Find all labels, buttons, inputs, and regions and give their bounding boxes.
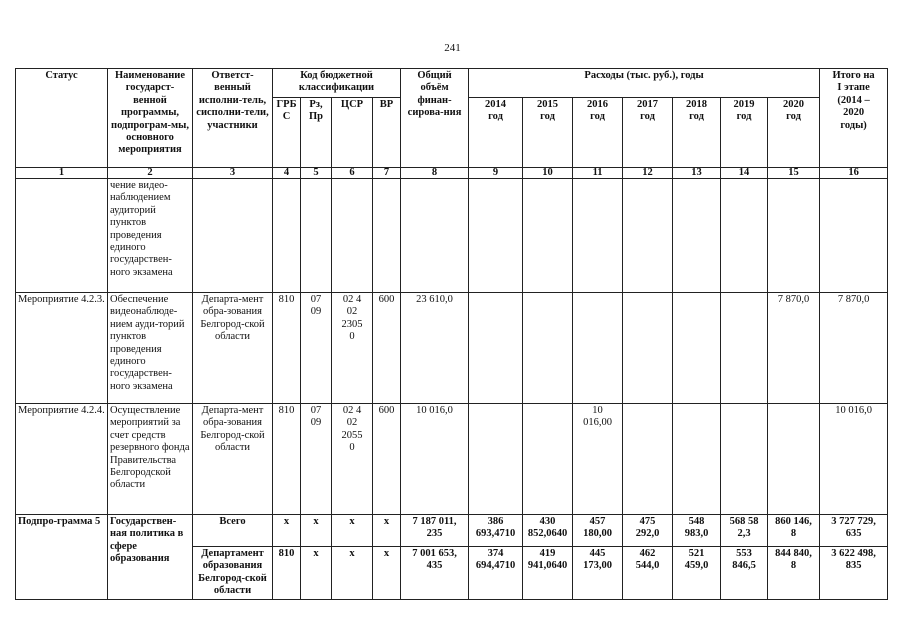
col-num: 8 (401, 168, 469, 179)
cell-2018 (673, 404, 721, 515)
col-num: 2 (108, 168, 193, 179)
cell-vr (373, 179, 401, 293)
col-num: 10 (523, 168, 573, 179)
table-row-measure-4-2-4 (16, 404, 888, 515)
cell-itogo: 3 622 498, 835 (820, 547, 888, 600)
header-rzpr: Рз, Пр (301, 98, 332, 168)
column-number-row (16, 168, 888, 179)
cell-2016: 445 173,00 (573, 547, 623, 600)
cell-grbs (273, 179, 301, 293)
cell-status: Мероприятие 4.2.3. (16, 293, 108, 404)
cell-name: Государствен-ная политика в сфере образования (108, 515, 193, 600)
header-2014: 2014 год (469, 98, 523, 168)
cell-2015: 419 941,0640 (523, 547, 573, 600)
cell-2019: 553 846,5 (721, 547, 768, 600)
col-num: 14 (721, 168, 768, 179)
cell-itogo: 7 870,0 (820, 293, 888, 404)
table-row-subprogram-5-total (16, 515, 888, 547)
cell-2014 (469, 179, 523, 293)
cell-2018 (673, 293, 721, 404)
cell-2020 (768, 179, 820, 293)
cell-2014: 386 693,4710 (469, 515, 523, 547)
cell-resp: Департа-мент обра-зования Белгород-ской области (193, 404, 273, 515)
cell-2018 (673, 179, 721, 293)
cell-2017 (623, 179, 673, 293)
cell-resp: Департамент образования Белгород-ской области (193, 547, 273, 600)
header-2019: 2019 год (721, 98, 768, 168)
header-2017: 2017 год (623, 98, 673, 168)
cell-grbs: 810 (273, 547, 301, 600)
cell-vr: 600 (373, 404, 401, 515)
cell-2019 (721, 179, 768, 293)
header-name: Наименование государст-венной программы, подпрограм-мы, основного мероприятия (108, 69, 193, 168)
cell-vr: х (373, 547, 401, 600)
header-csr: ЦСР (332, 98, 373, 168)
cell-grbs: х (273, 515, 301, 547)
cell-resp: Департа-мент обра-зования Белгород-ской области (193, 293, 273, 404)
col-num: 12 (623, 168, 673, 179)
cell-resp: Всего (193, 515, 273, 547)
cell-2015 (523, 404, 573, 515)
cell-grbs: 810 (273, 404, 301, 515)
col-num: 11 (573, 168, 623, 179)
page-number: 241 (444, 42, 461, 54)
cell-2017 (623, 293, 673, 404)
header-expenses: Расходы (тыс. руб.), годы (469, 69, 820, 98)
cell-2020 (768, 404, 820, 515)
header-2020: 2020 год (768, 98, 820, 168)
cell-total: 7 001 653, 435 (401, 547, 469, 600)
table-row-measure-4-2-3 (16, 293, 888, 404)
cell-2014 (469, 404, 523, 515)
cell-rzpr: х (301, 515, 332, 547)
cell-2020: 844 840, 8 (768, 547, 820, 600)
col-num: 16 (820, 168, 888, 179)
cell-2017 (623, 404, 673, 515)
cell-2019: 568 58 2,3 (721, 515, 768, 547)
cell-total: 7 187 011, 235 (401, 515, 469, 547)
cell-rzpr: 07 09 (301, 293, 332, 404)
cell-2016 (573, 293, 623, 404)
cell-name: Осуществление мероприятий за счет средств резервного фонда Правительства Белгородской области (108, 404, 193, 515)
header-status: Статус (16, 69, 108, 168)
header-2016: 2016 год (573, 98, 623, 168)
cell-itogo: 10 016,0 (820, 404, 888, 515)
col-num: 4 (273, 168, 301, 179)
cell-2020: 860 146, 8 (768, 515, 820, 547)
cell-2017: 462 544,0 (623, 547, 673, 600)
cell-2017: 475 292,0 (623, 515, 673, 547)
cell-csr: х (332, 515, 373, 547)
cell-grbs: 810 (273, 293, 301, 404)
cell-2018: 548 983,0 (673, 515, 721, 547)
header-2018: 2018 год (673, 98, 721, 168)
cell-2016: 457 180,00 (573, 515, 623, 547)
cell-status: Подпро-грамма 5 (16, 515, 108, 600)
col-num: 1 (16, 168, 108, 179)
cell-total: 23 610,0 (401, 293, 469, 404)
cell-2018: 521 459,0 (673, 547, 721, 600)
col-num: 3 (193, 168, 273, 179)
header-vr: ВР (373, 98, 401, 168)
cell-csr: 02 4 02 2305 0 (332, 293, 373, 404)
cell-rzpr: х (301, 547, 332, 600)
header-grbs: ГРБ С (273, 98, 301, 168)
cell-2019 (721, 293, 768, 404)
cell-2015: 430 852,0640 (523, 515, 573, 547)
col-num: 9 (469, 168, 523, 179)
cell-2015 (523, 179, 573, 293)
cell-vr: х (373, 515, 401, 547)
col-num: 15 (768, 168, 820, 179)
cell-csr: х (332, 547, 373, 600)
cell-csr: 02 4 02 2055 0 (332, 404, 373, 515)
cell-rzpr (301, 179, 332, 293)
col-num: 6 (332, 168, 373, 179)
cell-2014: 374 694,4710 (469, 547, 523, 600)
header-2015: 2015 год (523, 98, 573, 168)
header-row-1 (16, 69, 888, 98)
cell-total: 10 016,0 (401, 404, 469, 515)
cell-status (16, 179, 108, 293)
cell-itogo (820, 179, 888, 293)
col-num: 5 (301, 168, 332, 179)
cell-2014 (469, 293, 523, 404)
cell-2016: 10 016,00 (573, 404, 623, 515)
cell-csr (332, 179, 373, 293)
cell-2020: 7 870,0 (768, 293, 820, 404)
header-budget-code: Код бюджетной классификации (273, 69, 401, 98)
header-total: Общий объём финан-сирова-ния (401, 69, 469, 168)
header-responsible: Ответст-венный исполни-тель, сисполни-тели, участники (193, 69, 273, 168)
col-num: 7 (373, 168, 401, 179)
cell-status: Мероприятие 4.2.4. (16, 404, 108, 515)
header-itogo: Итого на I этапе (2014 – 2020 годы) (820, 69, 888, 168)
cell-2015 (523, 293, 573, 404)
cell-2019 (721, 404, 768, 515)
cell-resp (193, 179, 273, 293)
cell-itogo: 3 727 729, 635 (820, 515, 888, 547)
cell-name: Обеспечение видеонаблюде-нием ауди-торий пунктов проведения единого государствен-ного экзамена (108, 293, 193, 404)
table-row-continuation (16, 179, 888, 293)
cell-name: чение видео-наблюдением аудиторий пунктов проведения единого государствен-ного экзамена (108, 179, 193, 293)
col-num: 13 (673, 168, 721, 179)
cell-rzpr: 07 09 (301, 404, 332, 515)
cell-vr: 600 (373, 293, 401, 404)
cell-total (401, 179, 469, 293)
cell-2016 (573, 179, 623, 293)
budget-table (15, 68, 888, 600)
